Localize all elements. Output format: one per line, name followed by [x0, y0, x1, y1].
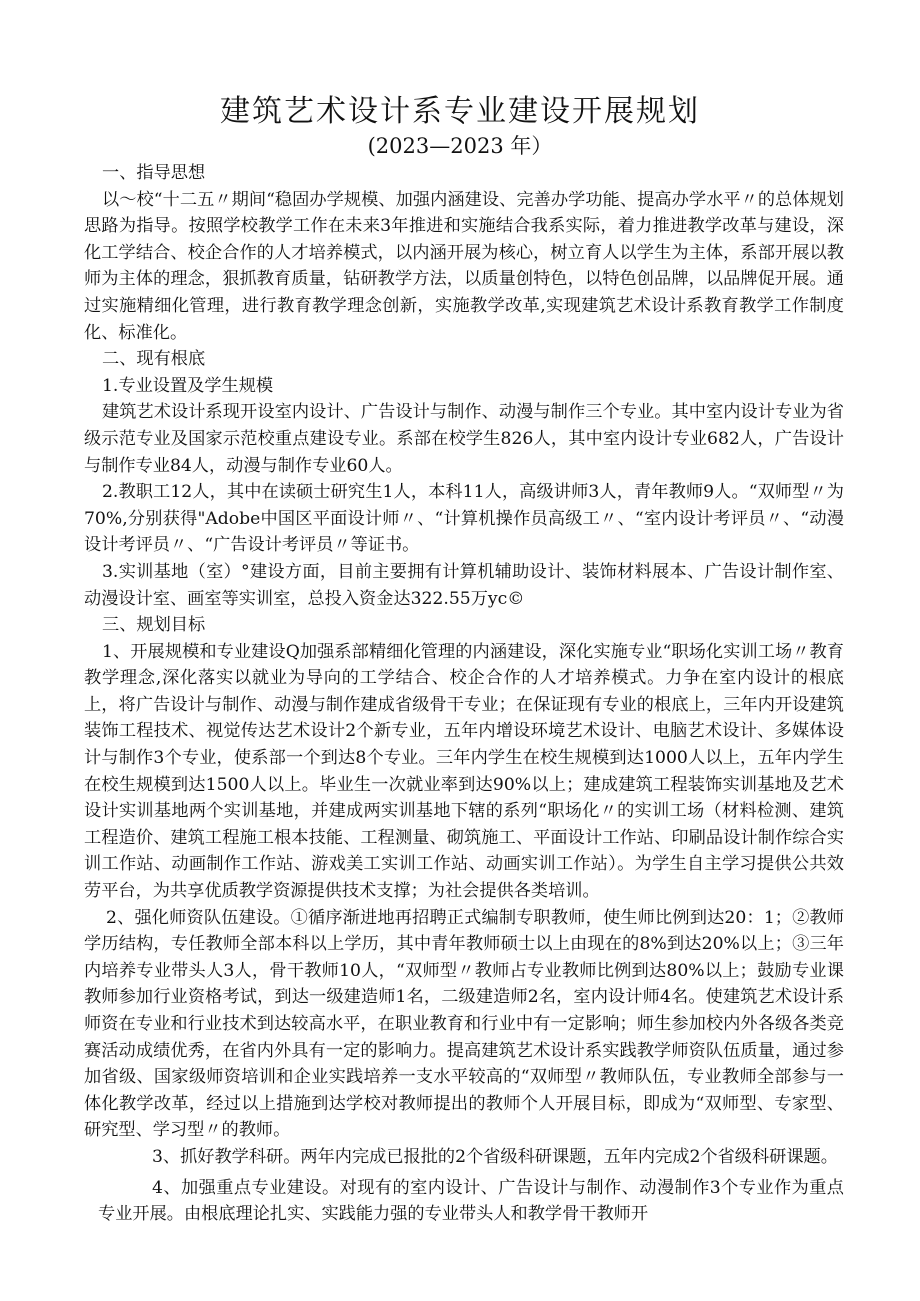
- paragraph-guiding-ideology: 以～校“十二五〃期间“稳固办学规模、加强内涵建设、完善办学功能、提高办学水平〃的总体规划思路为指导。按照学校教学工作在未来3年推进和实施结合我系实际，着力推进教学改革与建设，深化工学结合、校企合作的人才培养模式，以内涵开展为核心，树立育人以学生为主体，系部开展以教师为主体的理念，狠抓教育质量，钻研教学方法，以质量创特色，以特色创品牌，以品牌促开展。通过实施精细化管理，进行教育教学理念创新，实施教学改革,实现建筑艺术设计系教育教学工作制度化、标准化。: [84, 189, 844, 343]
- paragraph-specialty-setting: 建筑艺术设计系现开设室内设计、广告设计与制作、动漫与制作三个专业。其中室内设计专业为省级示范专业及国家示范校重点建设专业。系部在校学生826人，其中室内设计专业682人，广告设计与制作专业84人，动漫与制作专业60人。: [84, 402, 844, 476]
- subheading-specialty-setting: 1.专业设置及学生规模: [102, 375, 274, 396]
- document-subtitle: (2023—2023 年）: [367, 134, 553, 158]
- paragraph-goal-teachers: 2、强化师资队伍建设。①循序渐进地再招聘正式编制专职教师，使生师比例到达20：1；②教师学历结构，专任教师全部本科以上学历，其中青年教师硕士以上由现在的8%到达20%以上；③三年内培养专业带头人3人，骨干教师10人，“双师型〃教师占专业教师比例到达80%以上；鼓励专业课教师参加行业资格考试，到达一级建造师1名，二级建造师2名，室内设计师4名。使建筑艺术设计系师资在专业和行业技术到达较高水平，在职业教育和行业中有一定影响；师生参加校内外各级各类竞赛活动成绩优秀，在省内外具有一定的影响力。提高建筑艺术设计系实践教学师资队伍质量，通过参加省级、国家级师资培训和企业实践培养一支水平较高的“双师型〃教师队伍，专业教师全部参与一体化教学改革，经过以上措施到达学校对教师提出的教师个人开展目标，即成为“双师型、专家型、研究型、学习型〃的教师。: [84, 907, 844, 1141]
- section-heading-existing-foundation: 二、现有根底: [102, 349, 206, 370]
- section-heading-planning-goals: 三、规划目标: [102, 615, 206, 636]
- paragraph-goal-research: 3、抓好教学科研。两年内完成已报批的2个省级科研课题，五年内完成2个省级科研课题。: [152, 1146, 838, 1167]
- document-title: 建筑艺术设计系专业建设开展规划: [220, 94, 700, 129]
- section-heading-guiding-ideology: 一、指导思想: [102, 163, 206, 183]
- paragraph-goal-scale: 1、开展规模和专业建设Q加强系部精细化管理的内涵建设，深化实施专业“职场化实训工场〃教育教学理念,深化落实以就业为导向的工学结合、校企合作的人才培养模式。力争在室内设计的根底上，将广告设计与制作、动漫与制作建成省级骨干专业；在保证现有专业的根底上，三年内开设建筑装饰工程技术、视觉传达艺术设计2个新专业，五年内增设环境艺术设计、电脑艺术设计、多媒体设计与制作3个专业，使系部一个到达8个专业。三年内学生在校生规模到达1000人以上，五年内学生在校生规模到达1500人以上。毕业生一次就业率到达90%以上；建成建筑工程装饰实训基地及艺术设计实训基地两个实训基地，并建成两实训基地下辖的系列“职场化〃的实训工场（材料检测、建筑工程造价、建筑工程施工根本技能、工程测量、砌筑施工、平面设计工作站、印刷品设计制作综合实训工作站、动画制作工作站、游戏美工实训工作站、动画实训工作站）。为学生自主学习提供公共效劳平台，为共享优质教学资源提供技术支撑；为社会提供各类培训。: [84, 641, 844, 902]
- document-body: [84, 160, 844, 1228]
- paragraph-training-base: 3.实训基地（室）°建设方面，目前主要拥有计算机辅助设计、装饰材料展本、广告设计制作室、动漫设计室、画室等实训室，总投入资金达322.55万yc©: [84, 561, 844, 609]
- paragraph-staff: 2.教职工12人，其中在读硕士研究生1人，本科11人，高级讲师3人，青年教师9人。“双师型〃为70%,分别获得"Adobe中国区平面设计师〃、“计算机操作员高级工〃、“室内设计考评员〃、“动漫设计考评员〃、“广告设计考评员〃等证书。: [84, 482, 844, 556]
- paragraph-goal-key-specialty: 4、加强重点专业建设。对现有的室内设计、广告设计与制作、动漫制作3个专业作为重点专业开展。由根底理论扎实、实践能力强的专业带头人和教学骨干教师开: [98, 1177, 844, 1225]
